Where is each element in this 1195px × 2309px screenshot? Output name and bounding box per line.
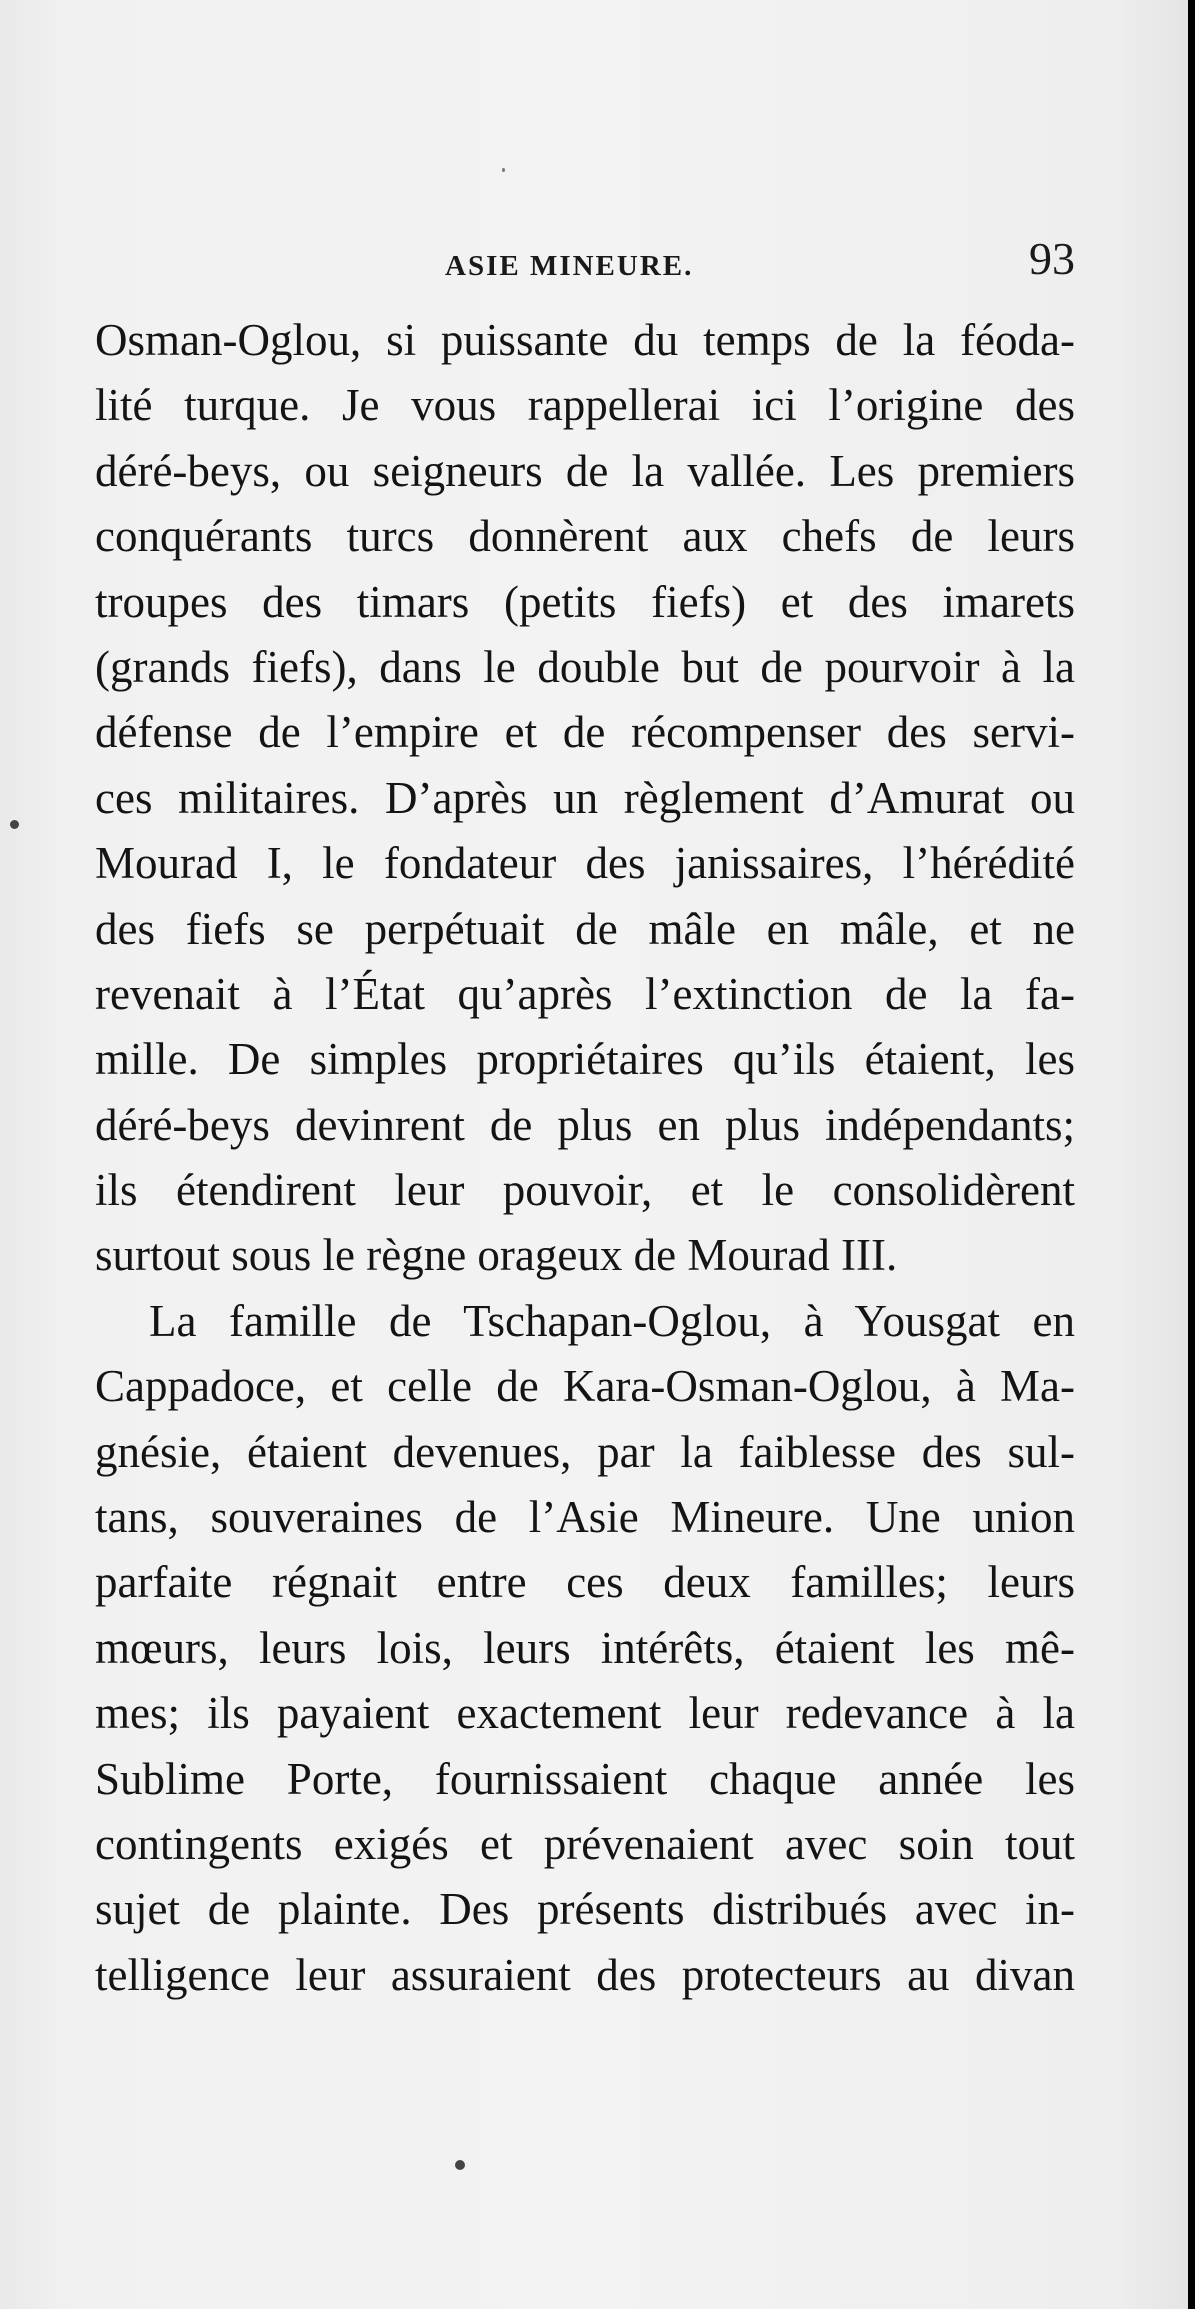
text-line: telligence leur assuraient des protecteurs au divan	[95, 1949, 1075, 2000]
text-line: Cappadoce, et celle de Kara-Osman-Oglou, à Ma-	[95, 1361, 1075, 1412]
text-line: tans, souveraines de l’Asie Mineure. Une union	[95, 1492, 1075, 1543]
text-line: mes; ils payaient exactement leur redevance à la	[95, 1688, 1075, 1739]
text-line: parfaite régnait entre ces deux familles; leurs	[95, 1557, 1075, 1608]
page-header	[95, 228, 1075, 288]
text-line: conquérants turcs donnèrent aux chefs de leurs	[95, 511, 1075, 562]
paper-speck	[455, 2160, 465, 2170]
text-line: sujet de plainte. Des présents distribués avec in-	[95, 1884, 1075, 1935]
text-line: contingents exigés et prévenaient avec soin tout	[95, 1818, 1075, 1869]
text-line: troupes des timars (petits fiefs) et des imarets	[95, 576, 1075, 627]
text-line: mille. De simples propriétaires qu’ils étaient, les	[95, 1034, 1075, 1085]
text-line: déré-beys devinrent de plus en plus indépendants;	[95, 1099, 1075, 1150]
text-line: mœurs, leurs lois, leurs intérêts, étaient les mê-	[95, 1622, 1075, 1673]
text-line: revenait à l’État qu’après l’extinction de la fa-	[95, 968, 1075, 1019]
running-title: ASIE MINEURE.	[445, 250, 694, 282]
text-line: Sublime Porte, fournissaient chaque année les	[95, 1753, 1075, 1804]
paragraph-2	[95, 1289, 1075, 2008]
text-line: gnésie, étaient devenues, par la faiblesse des sul-	[95, 1426, 1075, 1477]
text-line: des fiefs se perpétuait de mâle en mâle, et ne	[95, 903, 1075, 954]
paper-speck	[502, 168, 505, 172]
text-line: (grands fiefs), dans le double but de pourvoir à la	[95, 641, 1075, 692]
text-line: La famille de Tschapan-Oglou, à Yousgat en	[149, 1295, 1075, 1346]
text-line: lité turque. Je vous rappellerai ici l’origine des	[95, 380, 1075, 431]
text-line: ils étendirent leur pouvoir, et le consolidèrent	[95, 1165, 1075, 1216]
text-line: ces militaires. D’après un règlement d’Amurat ou	[95, 772, 1075, 823]
text-line: Osman-Oglou, si puissante du temps de la féoda-	[95, 315, 1075, 365]
scan-edge	[1188, 0, 1195, 2309]
body-text	[95, 308, 1075, 2008]
text-line: surtout sous le règne orageux de Mourad III.	[95, 1230, 898, 1281]
paper-speck	[10, 820, 19, 829]
page-number: 93	[1029, 233, 1075, 284]
text-line: Mourad I, le fondateur des janissaires, l’hérédité	[95, 838, 1075, 889]
text-line: déré-beys, ou seigneurs de la vallée. Les premiers	[95, 445, 1075, 496]
paragraph-1	[95, 308, 1075, 1289]
text-line: défense de l’empire et de récompenser des servi-	[95, 707, 1075, 758]
